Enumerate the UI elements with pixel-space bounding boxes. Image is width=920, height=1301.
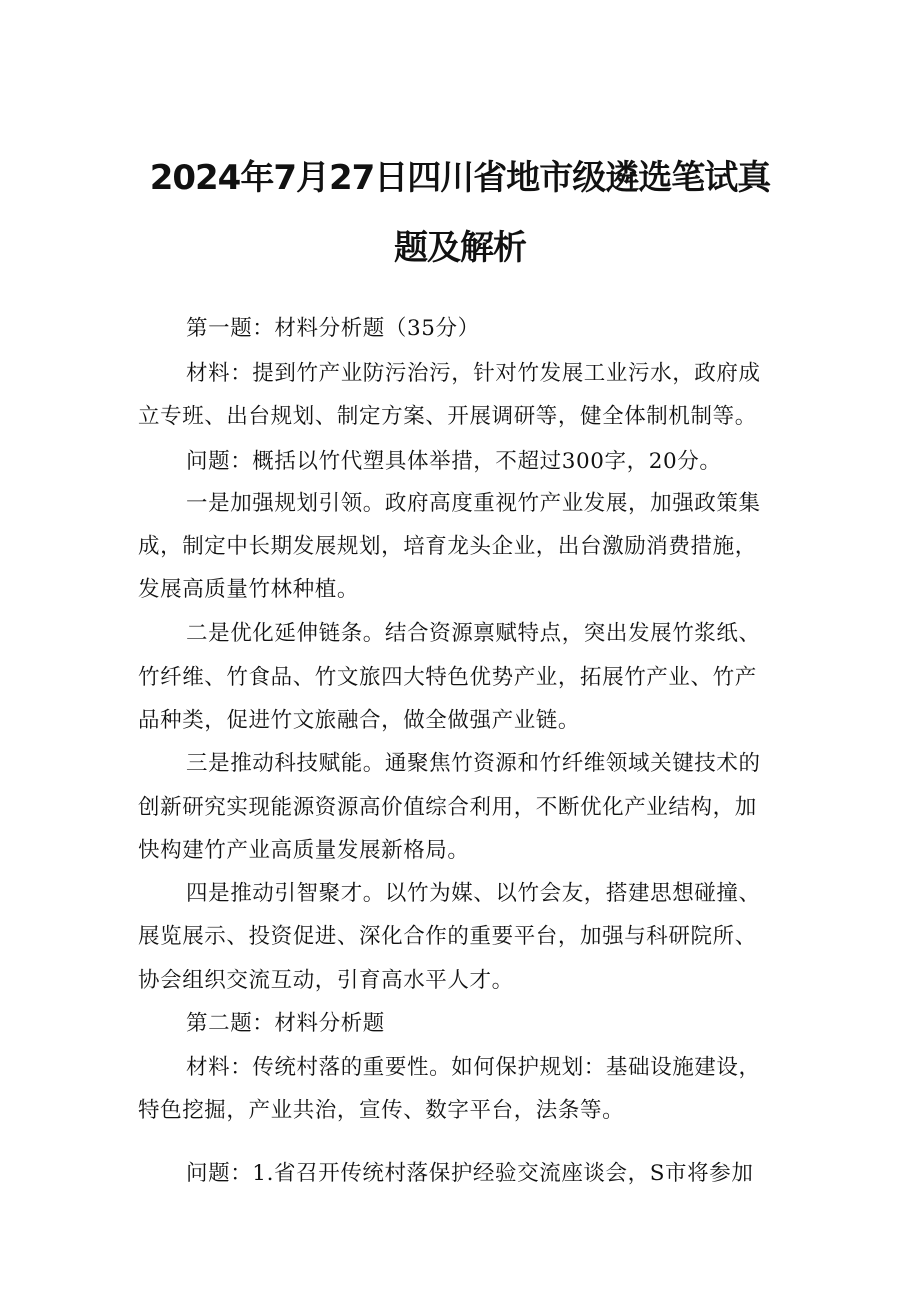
text-line: 一是加强规划引领。政府高度重视竹产业发展，加强政策集 [186, 491, 761, 516]
text-line: 二是优化延伸链条。结合资源禀赋特点，突出发展竹浆纸、 [186, 621, 761, 646]
text-line: 品种类，促进竹文旅融合，做全做强产业链。 [138, 708, 581, 733]
text-line: 展览展示、投资促进、深化合作的重要平台，加强与科研院所、 [138, 924, 757, 949]
text-line: 创新研究实现能源资源高价值综合利用，不断优化产业结构，加 [138, 795, 757, 820]
text-line: 材料：提到竹产业防污治污，针对竹发展工业污水，政府成 [186, 361, 761, 386]
question-1-heading: 第一题：材料分析题（35分） [186, 316, 480, 341]
text-line: 问题：概括以竹代塑具体举措，不超过300字，20分。 [186, 449, 722, 474]
text-line: 成，制定中长期发展规划，培育龙头企业，出台激励消费措施， [138, 534, 757, 559]
text-line: 问题：1.省召开传统村落保护经验交流座谈会，S市将参加 [186, 1161, 754, 1186]
question-2-heading: 第二题：材料分析题 [186, 1011, 385, 1036]
text-line: 竹纤维、竹食品、竹文旅四大特色优势产业，拓展竹产业、竹产 [138, 665, 757, 690]
text-line: 三是推动科技赋能。通聚焦竹资源和竹纤维领域关键技术的 [186, 751, 761, 776]
text-line: 立专班、出台规划、制定方案、开展调研等，健全体制机制等。 [138, 404, 757, 429]
document-title-line-2: 题及解析 [394, 228, 526, 268]
text-line: 特色挖掘，产业共治，宣传、数字平台，法条等。 [138, 1098, 625, 1123]
document-title-line-1: 2024年7月27日四川省地市级遴选笔试真 [149, 158, 771, 198]
text-line: 协会组织交流互动，引育高水平人才。 [138, 968, 514, 993]
text-line: 快构建竹产业高质量发展新格局。 [138, 838, 470, 863]
text-line: 材料：传统村落的重要性。如何保护规划：基础设施建设， [186, 1055, 761, 1080]
text-line: 四是推动引智聚才。以竹为媒、以竹会友，搭建思想碰撞、 [186, 881, 761, 906]
text-line: 发展高质量竹林种植。 [138, 577, 360, 602]
